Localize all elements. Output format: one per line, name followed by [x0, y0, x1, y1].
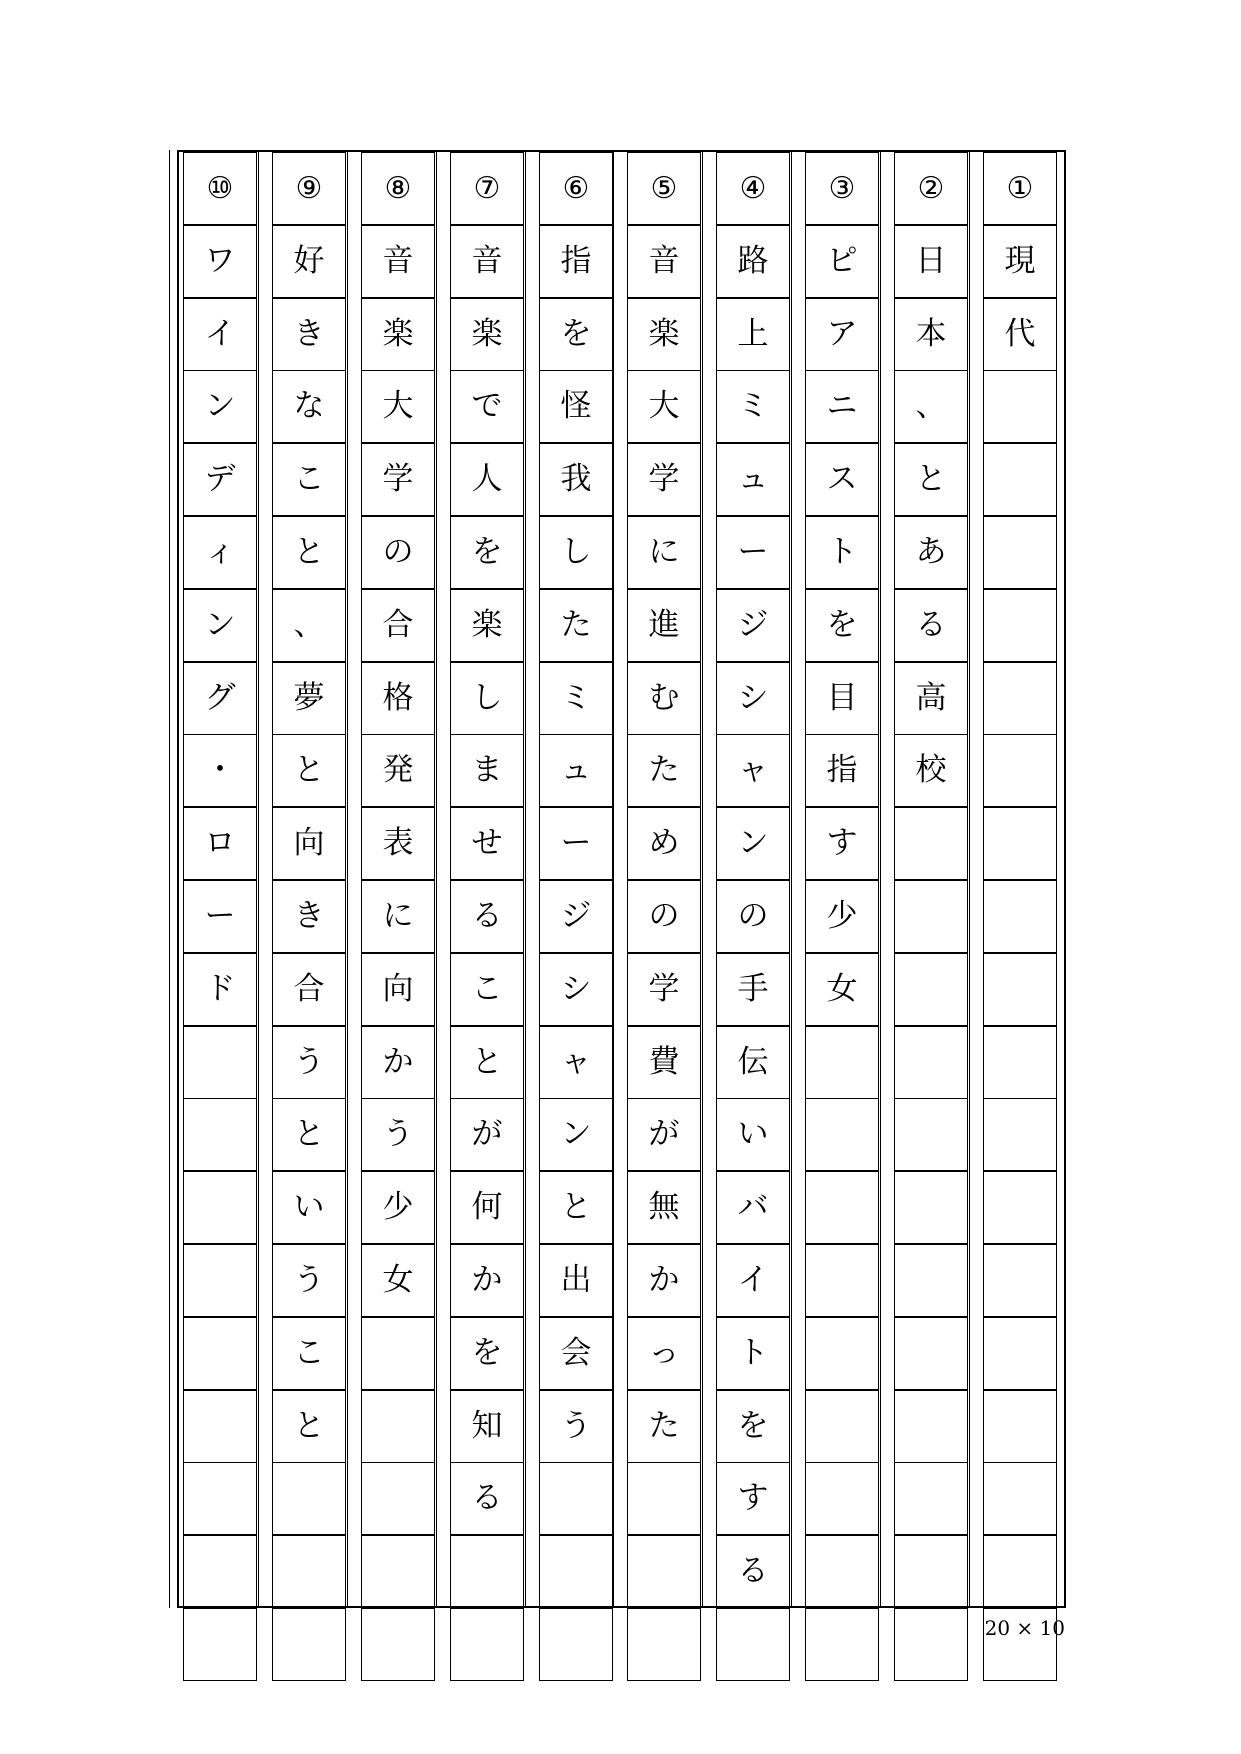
- grid-cell: 合: [272, 953, 346, 1026]
- grid-cell: [627, 1608, 701, 1681]
- grid-cell: [272, 1608, 346, 1681]
- grid-cell: グ: [183, 662, 257, 735]
- grid-cell: [894, 1026, 968, 1099]
- grid-cell: す: [805, 807, 879, 880]
- grid-cell: 路: [716, 225, 790, 298]
- grid-cell: 上: [716, 298, 790, 371]
- grid-cell: せ: [450, 807, 524, 880]
- grid-cell: [983, 443, 1057, 516]
- grid-cell: る: [450, 880, 524, 953]
- grid-cell: [983, 1171, 1057, 1244]
- grid-cell: [983, 880, 1057, 953]
- grid-cell: き: [272, 880, 346, 953]
- column-number-cell: ⑩: [183, 152, 257, 225]
- grid-cell: [183, 1462, 257, 1535]
- grid-cell: む: [627, 662, 701, 735]
- grid-cell: を: [805, 589, 879, 662]
- grid-cell: ン: [539, 1098, 613, 1171]
- grid-cell: 発: [361, 734, 435, 807]
- grid-cell: [894, 1098, 968, 1171]
- grid-cell: ジ: [539, 880, 613, 953]
- grid-cell: 表: [361, 807, 435, 880]
- column-divider: [702, 150, 703, 1608]
- grid-cell: と: [539, 1171, 613, 1244]
- grid-cell: に: [361, 880, 435, 953]
- column-divider: [791, 150, 792, 1608]
- grid-cell: [894, 1244, 968, 1317]
- grid-cell: 無: [627, 1171, 701, 1244]
- grid-cell: [361, 1608, 435, 1681]
- grid-cell: す: [716, 1462, 790, 1535]
- grid-cell: [983, 1244, 1057, 1317]
- grid-cell: [983, 589, 1057, 662]
- grid-cell: を: [716, 1390, 790, 1463]
- grid-cell: 音: [361, 225, 435, 298]
- grid-cell: 代: [983, 298, 1057, 371]
- grid-cell: [627, 1462, 701, 1535]
- column-number-cell: ①: [983, 152, 1057, 225]
- grid-cell: し: [450, 662, 524, 735]
- grid-cell: 知: [450, 1390, 524, 1463]
- column-divider: [347, 150, 348, 1608]
- grid-cell: ー: [716, 516, 790, 589]
- grid-cell: 少: [361, 1171, 435, 1244]
- grid-cell: 、: [894, 370, 968, 443]
- grid-cell: う: [361, 1098, 435, 1171]
- grid-cell: 学: [361, 443, 435, 516]
- grid-cell: 夢: [272, 662, 346, 735]
- grid-cell: イ: [716, 1244, 790, 1317]
- grid-cell: [894, 1462, 968, 1535]
- grid-cell: た: [539, 589, 613, 662]
- grid-cell: [894, 880, 968, 953]
- grid-cell: シ: [716, 662, 790, 735]
- grid-cell: 高: [894, 662, 968, 735]
- grid-cell: [805, 1462, 879, 1535]
- grid-cell: [805, 1098, 879, 1171]
- grid-cell: ン: [716, 807, 790, 880]
- column-divider: [436, 150, 437, 1608]
- grid-cell: ン: [183, 370, 257, 443]
- grid-cell: か: [361, 1026, 435, 1099]
- grid-cell: ス: [805, 443, 879, 516]
- grid-cell: [539, 1608, 613, 1681]
- grid-cell: 日: [894, 225, 968, 298]
- grid-cell: [983, 662, 1057, 735]
- grid-cell: [894, 807, 968, 880]
- grid-cell: 何: [450, 1171, 524, 1244]
- grid-cell: 格: [361, 662, 435, 735]
- grid-cell: [805, 1244, 879, 1317]
- grid-cell: [983, 516, 1057, 589]
- grid-cell: を: [450, 1317, 524, 1390]
- grid-cell: 目: [805, 662, 879, 735]
- grid-cell: 大: [361, 370, 435, 443]
- grid-cell: ン: [183, 589, 257, 662]
- grid-cell: ワ: [183, 225, 257, 298]
- grid-cell: 費: [627, 1026, 701, 1099]
- grid-cell: [361, 1390, 435, 1463]
- grid-cell: 向: [361, 953, 435, 1026]
- grid-cell: こ: [272, 443, 346, 516]
- grid-cell: [805, 1026, 879, 1099]
- grid-cell: る: [716, 1535, 790, 1608]
- column-number-cell: ⑧: [361, 152, 435, 225]
- grid-cell: を: [450, 516, 524, 589]
- grid-cell: 学: [627, 443, 701, 516]
- grid-cell: [805, 1608, 879, 1681]
- grid-cell: ア: [805, 298, 879, 371]
- column-number-cell: ⑥: [539, 152, 613, 225]
- column-number-cell: ⑨: [272, 152, 346, 225]
- grid-cell: 女: [805, 953, 879, 1026]
- grid-cell: が: [627, 1098, 701, 1171]
- grid-cell: を: [539, 298, 613, 371]
- column-number-cell: ③: [805, 152, 879, 225]
- grid-cell: イ: [183, 298, 257, 371]
- grid-cell: ・: [183, 734, 257, 807]
- grid-cell: [539, 1535, 613, 1608]
- grid-cell: 少: [805, 880, 879, 953]
- grid-cell: 女: [361, 1244, 435, 1317]
- grid-cell: 指: [805, 734, 879, 807]
- grid-cell: 校: [894, 734, 968, 807]
- grid-cell: う: [539, 1390, 613, 1463]
- grid-cell: あ: [894, 516, 968, 589]
- grid-cell: [894, 1317, 968, 1390]
- grid-cell: [361, 1462, 435, 1535]
- grid-cell: [983, 1535, 1057, 1608]
- grid-cell: 音: [450, 225, 524, 298]
- grid-cell: ャ: [539, 1026, 613, 1099]
- grid-cell: [361, 1317, 435, 1390]
- grid-cell: [983, 1462, 1057, 1535]
- grid-cell: [805, 1317, 879, 1390]
- grid-cell: [539, 1462, 613, 1535]
- grid-cell: [894, 1608, 968, 1681]
- column-number-cell: ④: [716, 152, 790, 225]
- column-divider: [880, 150, 881, 1608]
- grid-cell: 楽: [450, 589, 524, 662]
- grid-cell: き: [272, 298, 346, 371]
- grid-cell: と: [272, 516, 346, 589]
- column-number-cell: ②: [894, 152, 968, 225]
- column-divider: [969, 150, 970, 1608]
- grid-cell: [361, 1535, 435, 1608]
- grid-cell: い: [272, 1171, 346, 1244]
- grid-cell: [983, 1390, 1057, 1463]
- grid-cell: っ: [627, 1317, 701, 1390]
- grid-cell: る: [450, 1462, 524, 1535]
- grid-cell: [894, 1535, 968, 1608]
- grid-cell: た: [627, 1390, 701, 1463]
- grid-cell: し: [539, 516, 613, 589]
- grid-cell: 指: [539, 225, 613, 298]
- grid-cell: [272, 1462, 346, 1535]
- grid-cell: 楽: [361, 298, 435, 371]
- grid-cell: ィ: [183, 516, 257, 589]
- grid-cell: [983, 1026, 1057, 1099]
- grid-size-label: 20 × 10: [984, 1616, 1065, 1640]
- grid-cell: ロ: [183, 807, 257, 880]
- grid-cell: ュ: [539, 734, 613, 807]
- grid-cell: 好: [272, 225, 346, 298]
- grid-cell: [894, 1390, 968, 1463]
- grid-cell: と: [272, 734, 346, 807]
- grid-cell: ュ: [716, 443, 790, 516]
- column-divider: [258, 150, 259, 1608]
- grid-cell: [983, 1317, 1057, 1390]
- column-divider: [613, 150, 614, 1608]
- grid-cell: ー: [539, 807, 613, 880]
- grid-cell: 本: [894, 298, 968, 371]
- grid-cell: [183, 1098, 257, 1171]
- grid-cell: 音: [627, 225, 701, 298]
- grid-cell: 会: [539, 1317, 613, 1390]
- grid-cell: る: [894, 589, 968, 662]
- grid-cell: [183, 1026, 257, 1099]
- grid-cell: [272, 1535, 346, 1608]
- grid-cell: ミ: [539, 662, 613, 735]
- grid-cell: シ: [539, 953, 613, 1026]
- grid-cell: [183, 1535, 257, 1608]
- grid-cell: [627, 1535, 701, 1608]
- grid-cell: ャ: [716, 734, 790, 807]
- grid-cell: 現: [983, 225, 1057, 298]
- grid-cell: か: [627, 1244, 701, 1317]
- grid-cell: ト: [716, 1317, 790, 1390]
- grid-cell: で: [450, 370, 524, 443]
- grid-cell: う: [272, 1244, 346, 1317]
- grid-cell: [983, 807, 1057, 880]
- grid-cell: の: [716, 880, 790, 953]
- grid-cell: ー: [183, 880, 257, 953]
- grid-cell: ジ: [716, 589, 790, 662]
- grid-cell: の: [361, 516, 435, 589]
- grid-cell: の: [627, 880, 701, 953]
- grid-cell: め: [627, 807, 701, 880]
- column-number-cell: ⑦: [450, 152, 524, 225]
- grid-cell: う: [272, 1026, 346, 1099]
- grid-cell: 怪: [539, 370, 613, 443]
- grid-cell: 大: [627, 370, 701, 443]
- grid-cell: と: [272, 1098, 346, 1171]
- grid-cell: 合: [361, 589, 435, 662]
- grid-cell: [183, 1608, 257, 1681]
- grid-cell: ピ: [805, 225, 879, 298]
- grid-cell: ド: [183, 953, 257, 1026]
- grid-cell: た: [627, 734, 701, 807]
- column-divider: [169, 150, 170, 1608]
- grid-cell: [805, 1171, 879, 1244]
- grid-cell: 進: [627, 589, 701, 662]
- grid-cell: [450, 1535, 524, 1608]
- grid-cell: [183, 1244, 257, 1317]
- grid-cell: こ: [272, 1317, 346, 1390]
- grid-cell: と: [894, 443, 968, 516]
- grid-cell: ま: [450, 734, 524, 807]
- grid-cell: が: [450, 1098, 524, 1171]
- grid-cell: か: [450, 1244, 524, 1317]
- grid-cell: 楽: [450, 298, 524, 371]
- grid-cell: 、: [272, 589, 346, 662]
- grid-cell: [183, 1171, 257, 1244]
- grid-cell: 人: [450, 443, 524, 516]
- grid-cell: [450, 1608, 524, 1681]
- grid-cell: [805, 1535, 879, 1608]
- grid-cell: に: [627, 516, 701, 589]
- grid-cell: [183, 1390, 257, 1463]
- grid-cell: ト: [805, 516, 879, 589]
- grid-cell: 出: [539, 1244, 613, 1317]
- grid-cell: と: [450, 1026, 524, 1099]
- grid-cell: 楽: [627, 298, 701, 371]
- grid-cell: バ: [716, 1171, 790, 1244]
- grid-cell: い: [716, 1098, 790, 1171]
- grid-cell: 手: [716, 953, 790, 1026]
- grid-cell: [183, 1317, 257, 1390]
- grid-cell: 学: [627, 953, 701, 1026]
- grid-cell: [983, 734, 1057, 807]
- grid-cell: と: [272, 1390, 346, 1463]
- grid-cell: ニ: [805, 370, 879, 443]
- column-divider: [525, 150, 526, 1608]
- grid-cell: [894, 953, 968, 1026]
- grid-cell: ミ: [716, 370, 790, 443]
- grid-cell: [716, 1608, 790, 1681]
- grid-cell: こ: [450, 953, 524, 1026]
- grid-cell: [805, 1390, 879, 1463]
- grid-cell: [983, 1098, 1057, 1171]
- grid-cell: [894, 1171, 968, 1244]
- grid-cell: な: [272, 370, 346, 443]
- grid-cell: [983, 953, 1057, 1026]
- grid-cell: 向: [272, 807, 346, 880]
- grid-cell: 伝: [716, 1026, 790, 1099]
- column-number-cell: ⑤: [627, 152, 701, 225]
- grid-cell: [983, 370, 1057, 443]
- grid-cell: デ: [183, 443, 257, 516]
- grid-cell: 我: [539, 443, 613, 516]
